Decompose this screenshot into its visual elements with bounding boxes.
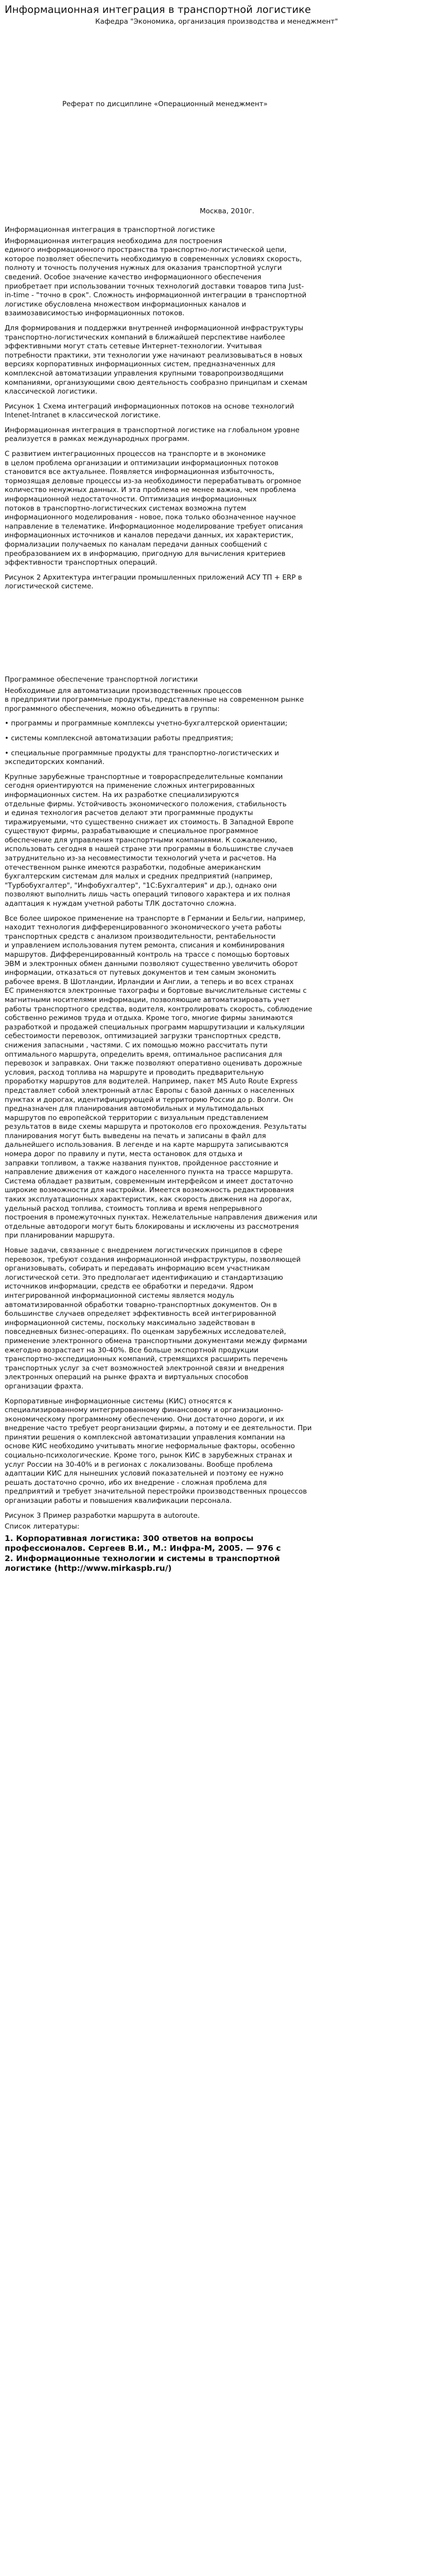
section2-heading: Программное обеспечение транспортной логистики	[5, 675, 198, 684]
section2-paragraph-7: Новые задачи, связанные с внедрением логистических принципов в сфере перевозок, требуют создания информационной инфраструктуры, позволяющей организовывать, собирать и передавать информацию всем участникам логистической сети. Это предполагает идентификацию и стандартизацию источников информации, средств ее обработки и передачи. Ядром интегрированной информационной системы является модуль автоматизированной обработки товарно-транспортных документов. Он в большинстве случаев определяет эффективность всей интегрированной информационной системы, поскольку максимально задействован в повседневных бизнес-операциях. По оценкам зарубежных исследователей, применение электронного обмена транспортными документами между фирмами ежегодно возрастает на 30-40%. Все больше экспортной продукции транспортно-экспедиционных компаний, стремящихся расширить перечень транспортных услуг за счет возможностей электронной связи и внедрения электронных операций на рынке фрахта и виртуальных способов организации фрахта.	[5, 1246, 307, 1391]
literature-item: 1. Корпоративная логистика: 300 ответов на вопросы профессионалов. Сергеев В.И., М.: Инфра-М, 2005. — 976 с	[5, 1533, 281, 1553]
section1-paragraph-1: Информационная интеграция необходима для построения единого информационного пространства транспортно-логистической цепи, которое позволяет обеспечить необходимую в современных условиях скорость, полноту и точность получения нужных для оказания транспортной услуги сведений. Особое значение качество информационного обеспечения приобретает при использовании точных технологий доставки товаров типа Just- in-time - "точно в срок". Сложность информационной интеграции в транспортной логистике обусловлена множеством информационных каналов и взаимозависимостью информационных потоков.	[5, 236, 307, 318]
section2-bullet-3: • специальные программные продукты для транспортно-логистических и экспедиторских компаний.	[5, 749, 280, 767]
literature-heading: Список литературы:	[5, 1522, 80, 1531]
section2-paragraph-6: Все более широкое применение на транспорте в Германии и Бельгии, например, находит технология дифференцированного экономического учета работы транспортных средств с анализом производительности, рентабельности и управлением использования путем ремонта, списания и комбинирования маршрутов. Дифференцированный контроль на трассе с помощью бортовых ЭВМ и электронных обмен данными позволяют существенно увеличить оборот информации, отказаться от путевых документов и тем самым экономить рабочее время. В Шотландии, Ирландии и Англии, а теперь и во всех странах ЕС применяются электронные тахографы и бортовые вычислительные системы с магнитными носителями информации, позволяющие автоматизировать учет работы транспортного средства, водителя, контролировать скорость, соблюдение собственно режимов труда и отдыха. Кроме того, многие фирмы занимаются разработкой и продажей специальных программ маршрутизации и калькуляции себестоимости перевозок, оптимизацией загрузки транспортных средств, снижения запасными , частями. С их помощью можно рассчитать пути оптимального маршрута, определить время, оптимальное расписания для перевозок и заправках. Они также позволяют оперативно оценивать дорожные условия, расход топлива на маршруте и проводить предварительную проработку маршрутов для водителей. Например, пакет MS Auto Route Express представляет собой электронный атлас Европы с базой данных о населенных пунктах и дорогах, идентифицирующей и территорию России до р. Волги. Он предназначен для планирования автомобильных и мультимодальных маршрутов по европейской территории с визуальным представлением результатов в виде схемы маршрута и протоколов его прохождения. Результаты планирования могут быть выведены на печать и записаны в файл для дальнейшего использования. В легенде и на карте маршрута записываются номера дорог по правилу и пути, места остановок для отдыха и заправки топливом, а также названия пунктов, пройденное расстояние и направление движения от каждого населенного пункта на трассе маршрута. Система обладает развитым, современным интерфейсом и имеет достаточно широкие возможности для настройки. Имеется возможность редактирования таких эксплуатационных характеристик, как скорость движения на дорогах, удельный расход топлива, стоимость топлива и время непрерывного построения в промежуточных пунктах. Нежелательные направления движения или отдельные автодороги могут быть блокированы и исключены из рассмотрения при планировании маршрута.	[5, 914, 318, 1240]
section1-paragraph-5: С развитием интеграционных процессов на транспорте и в экономике в целом проблема организации и оптимизации информационных потоков становится все актуальнее. Появляется информационная избыточность, тормозящая деловые процессы из-за необходимости перерабатывать огромное количество ненужных данных. И эта проблема не менее важна, чем проблема информационной недостаточности. Оптимизация информационных потоков в транспортно-логистических системах возможна путем информационного моделирования - новое, пока только обозначенное научное направление в телематике. Информационное моделирование требует описания информационных источников и каналов передачи данных, их характеристик, формализации получаемых по каналам передачи данных сообщений с преобразованием их в информацию, пригодную для вычисления критериев эффективности транспортных операций.	[5, 450, 303, 567]
section2-bullet-2: • системы комплексной автоматизации работы предприятия;	[5, 734, 234, 742]
literature-item: 2. Информационные технологии и системы в транспортной логистике (http://www.mirkaspb.ru/)	[5, 1553, 280, 1573]
section2-paragraph-1: Необходимые для автоматизации производственных процессов в предприятии программные продукты, представленные на современном рынке программного обеспечения, можно объединить в группы:	[5, 686, 304, 713]
document-body	[5, 226, 431, 1574]
figure-3-caption: Рисунок 3 Пример разработки маршрута в autoroute.	[5, 1511, 200, 1520]
report-subject: Реферат по дисциплине «Операционный менеджмент»	[62, 100, 268, 108]
section2-paragraph-8: Корпоративные информационные системы (КИС) относятся к специализированному интегрированному финансовому и организационно- экономическому программному обеспечению. Они достаточно дороги, и их внедрение часто требует реорганизации фирмы, а потому и ее деятельности. При принятии решения о комплексной автоматизации управления компании на основе КИС необходимо учитывать многие неформальные факторы, особенно социально-психологические. Кроме того, рынок КИС в зарубежных странах и услуг России на 30-40% и в регионах с локализованы. Вообще проблема адаптации КИС для нынешних условий показательней и поэтому ее нужно решать достаточно срочно, ибо их внедрение - сложная проблема для предприятий и требует значительной перестройки производственных процессов организации работы и повышения квалификации персонала.	[5, 1397, 312, 1505]
page-title: Информационная интеграция в транспортной логистике	[5, 4, 311, 15]
figure-2-caption: Рисунок 2 Архитектура интеграции промышленных приложений АСУ ТП + ERP в логистической системе.	[5, 573, 302, 591]
section1-paragraph-2: Для формирования и поддержки внутренней информационной инфраструктуры транспортно-логистических компаний в ближайшей перспективе наиболее эффективными могут стать сетевые Интернет-технологии. Учитывая потребности практики, эти технологии уже начинают реализовываться в новых версиях корпоративных информационных систем, предназначенных для комплексной автоматизации управления крупными товаропроизводящими компаниями, организующими свою деятельность сообразно принципам и схемам классической логистики.	[5, 324, 308, 396]
department-line: Кафедра "Экономика, организация производства и менеджмент"	[95, 18, 338, 26]
section1-paragraph-4: Информационная интеграция в транспортной логистике на глобальном уровне реализуется в рамках международных программ.	[5, 426, 300, 444]
spacer	[5, 597, 431, 675]
section1-heading: Информационная интеграция в транспортной логистике	[5, 226, 215, 234]
city-year: Москва, 2010г.	[200, 207, 255, 215]
section2-bullet-1: • программы и программные комплексы учетно-бухгалтерской ориентации;	[5, 719, 288, 728]
figure-1-caption: Рисунок 1 Схема интеграций информационных потоков на основе технологий Intenet-Intranet в классической логистике.	[5, 402, 294, 420]
section2-paragraph-5: Крупные зарубежные транспортные и товрораспределительные компании сегодня ориентируются на применение сложных интегрированных информационных систем. На их разработке специализируются отдельные фирмы. Устойчивость экономического положения, стабильность и единая технология расчетов делают эти программные продукты тиражируемыми, что существенно снижает их стоимость. В Западной Европе существуют фирмы, разрабатывающие и специальное программное обеспечение для управления транспортными компаниями. К сожалению, использовать сегодня в нашей стране эти программы в большинстве случаев затруднительно из-за несовместимости технологий учета и расчетов. На отечественном рынке имеются разработки, подобные американским бухгалтерским системам для малых и средних предприятий (например, "Турбобухгалтер", "Инфобухгалтер", "1С:Бухгалтерия" и др.), однако они позволяют выполнить лишь часть операций типового характера и их полная адаптация к нуждам учетной работы ТЛК достаточно сложна.	[5, 772, 294, 908]
